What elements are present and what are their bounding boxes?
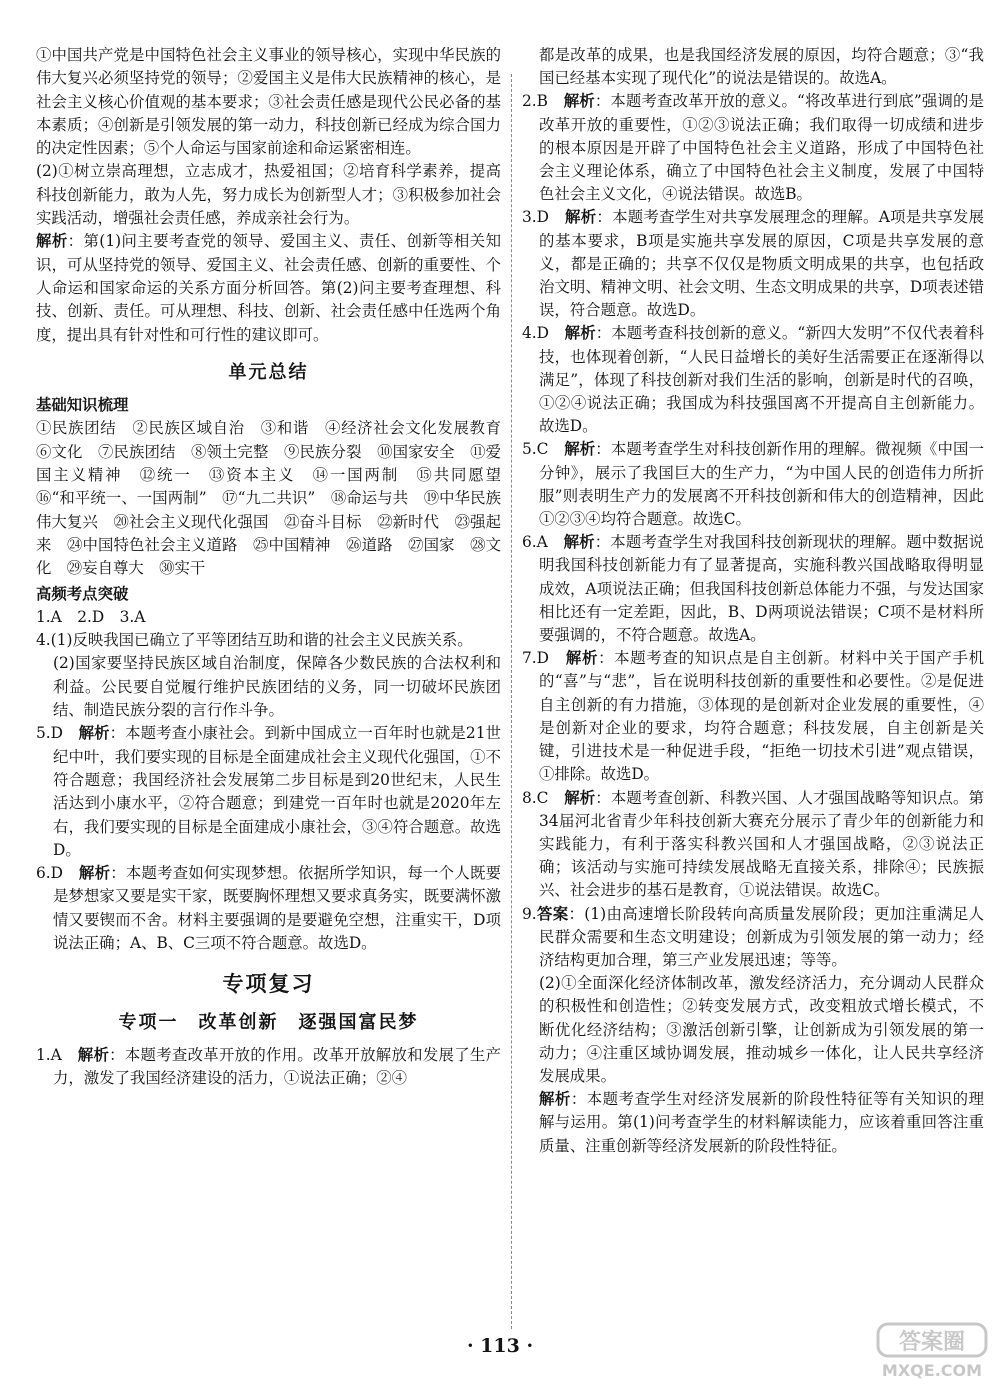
left-paragraph-2: (2)①树立崇高理想，立志成才，热爱祖国；②培育科学素养，提高科技创新能力，敢为人先，努力成长为创新型人才；③积极参加社会实践活动，增强社会责任感，养成亲社会行为。 (36, 162, 501, 228)
topic-answer-1: 1.A 解析：本题考查改革开放的作用。改革开放解放和发展了生产力，激发了我国经济建设的活力，①说法正确；②④ (36, 1045, 501, 1088)
watermark-url: MXQE.COM (881, 1361, 983, 1380)
answer-6: 6.D 解析：本题考查如何实现梦想。依据所学知识，每一个人既要是梦想家又要是实干家，既要胸怀理想又要求真务实，既要满怀激情又要锲而不舍。材料主要强调的是要避免空想，注重实干，D项说法正确；A、B、C三项不符合题意。故选D。 (36, 864, 501, 952)
answer-4-part-2: (2)国家要坚持民族区域自治制度，保障各少数民族的合法权利和利益。公民要自觉履行维护民族团结的义务，同一切破坏民族团结、制造民族分裂的言行作斗争。 (53, 654, 501, 720)
column-divider (511, 74, 513, 1329)
topic-answer-6: 6.A 解析：本题考查学生对我国科技创新现状的理解。题中数据说明我国科技创新能力有了显著提高，实施科教兴国战略取得明显成效，A项说法正确；但我国科技创新总体能力不强，与发达国家相比还有一定差距，因此，B、D两项说法错误；C项不是材料所要强调的，不符合题意。故选A。 (522, 533, 984, 645)
section-title-topic-one: 专项一 改革创新 逐强国富民梦 (118, 1011, 419, 1033)
answer-4-part-1: 4.(1)反映我国已确立了平等团结互助和谐的社会主义民族关系。 (36, 631, 473, 650)
topic-answer-4: 4.D 解析：本题考查科技创新的意义。“新四大发明”不仅代表着科技，也体现着创新，“人民日益增长的美好生活需要正在逐渐得以满足”，体现了科技创新对我们生活的影响，创新是时代的召唤，①②④说法正确；我国成为科技强国离不开提高自主创新能力。故选D。 (522, 324, 984, 436)
left-analysis: 解析：第(1)问主要考查党的领导、爱国主义、责任、创新等相关知识，可从坚持党的领导、爱国主义、社会责任感、创新的重要性、个人命运和国家命运的关系方面分析回答。第(2)问主要考查理想、科技、创新、责任。可从理想、科技、创新、社会责任感中任选两个角度，提出具有针对性和可行性的建议即可。 (36, 232, 501, 344)
section-title-unit-summary: 单元总结 (228, 361, 309, 383)
section-title-special-review: 专项复习 (222, 972, 315, 997)
watermark-logo (872, 1320, 992, 1382)
topic-answer-5: 5.C 解析：本题考查学生对科技创新作用的理解。微视频《中国一分钟》，展示了我国巨大的生产力，“为中国人民的创造伟力所折服”则表明生产力的发展离不开科技创新和伟大的创造精神，因此①②③④均符合题意。故选C。 (522, 440, 984, 529)
watermark-graphic (872, 1320, 992, 1382)
topic-answer-8: 8.C 解析：本题考查创新、科教兴国、人才强国战略等知识点。第34届河北省青少年科技创新大赛充分展示了青少年的创新能力和实践能力，有利于落实科教兴国和人才强国战略，②③说法正确；该活动与实施可持续发展战略无直接关系，排除④；民族振兴、社会进步的基石是教育，①说法错误。故选C。 (522, 788, 984, 900)
subheading-basic-knowledge: 基础知识梳理 (36, 396, 129, 415)
topic-answer-9-analysis: 解析：本题考查学生对经济发展新的阶段性特征等有关知识的理解与运用。第(1)问考查学生的材料解读能力，应该着重回答注重质量、注重创新等经济发展新的阶段性特征。 (539, 1090, 984, 1155)
answer-5: 5.D 解析：本题考查小康社会。到新中国成立一百年时也就是21世纪中叶，我们要实现的目标是全面建成社会主义现代化强国，①不符合题意；我国经济社会发展第二步目标是到20世纪末，人民生活达到小康水平，②符合题意；到建党一百年时也就是2020年左右，我们要实现的目标是全面建成小康社会，③④符合题意。故选D。 (36, 724, 501, 859)
page-number: · 113 · (466, 1335, 534, 1357)
right-column (522, 44, 984, 1158)
knowledge-list: ①民族团结 ②民族区域自治 ③和谐 ④经济社会文化发展教育 ⑥文化 ⑦民族团结 ⑧领土完整 ⑨民族分裂 ⑩国家安全 ⑪爱国主义精神 ⑫统一 ⑬资本主义 ⑭一国两制 ⑮共同愿望 ⑯“和平统一、一国两制” ⑰“九二共识” ⑱命运与共 ⑲中华民族伟大复兴 ⑳社会主义现代化强国 ㉑奋斗目标 ㉒新时代 ㉓强起来 ㉔中国特色社会主义道路 ㉕中国精神 ㉖道路 ㉗国家 ㉘文化 ㉙妄自尊大 ㉚实干 (36, 419, 517, 578)
subheading-key-points: 高频考点突破 (36, 584, 129, 603)
left-column (36, 44, 517, 1090)
topic-answer-1-cont: 都是改革的成果，也是我国经济发展的原因，均符合题意；③“我国已经基本实现了现代化”的说法是错误的。故选A。 (539, 46, 984, 88)
answers-1-3: 1.A 2.D 3.A (36, 607, 146, 626)
topic-answer-3: 3.D 解析：本题考查学生对共享发展理念的理解。A项是共享发展的基本要求，B项是实施共享发展的原因，C项是共享发展的意义，都是正确的；共享不仅仅是物质文明成果的共享，也包括政治文明、精神文明、社会文明、生态文明成果的共享，D项表述错误，符合题意。故选D。 (522, 208, 984, 320)
left-paragraph-1: ①中国共产党是中国特色社会主义事业的领导核心，实现中华民族的伟大复兴必须坚持党的领导；②爱国主义是伟大民族精神的核心，是社会主义核心价值观的基本要求；③社会责任感是现代公民必备的基本素质；④创新是引领发展的第一动力，科技创新已经成为综合国力的决定性因素；⑤个人命运与国家前途和命运紧密相连。 (36, 46, 501, 158)
watermark-logo-text: 答案圈 (898, 1330, 966, 1355)
topic-answer-9: 9.答案：(1)由高速增长阶段转向高质量发展阶段；更加注重满足人民群众需要和生态文明建设；创新成为引领发展的第一动力；经济结构更加合理，第三产业发展迅速；等等。 (522, 904, 984, 969)
topic-answer-7: 7.D 解析：本题考查的知识点是自主创新。材料中关于国产手机的“喜”与“悲”，旨在说明科技创新的重要性和必要性。②是促进自主创新的有力措施，③体现的是创新对企业发展的重要性，④是创新对企业的要求，均符合题意；科技发展，自主创新是关键，引进技术是一种促进手段，“拒绝一切技术引进”观点错误，①排除。故选D。 (522, 649, 984, 784)
topic-answer-9-part-2: (2)①全面深化经济体制改革，激发经济活力，充分调动人民群众的积极性和创造性；②转变发展方式，改变粗放式增长模式，不断优化经济结构；③激活创新引擎，让创新成为引领发展的第一动力；④注重区域协调发展，推动城乡一体化，让人民共享经济发展成果。 (539, 974, 984, 1085)
topic-answer-2: 2.B 解析：本题考查改革开放的意义。“将改革进行到底”强调的是改革开放的重要性，①②③说法正确；我们取得一切成绩和进步的根本原因是开辟了中国特色社会主义道路，形成了中国特色社会主义理论体系，确立了中国特色社会主义制度，发展了中国特色社会主义文化，④说法错误。故选B。 (522, 92, 984, 204)
analysis-label: 解析 (36, 232, 68, 251)
